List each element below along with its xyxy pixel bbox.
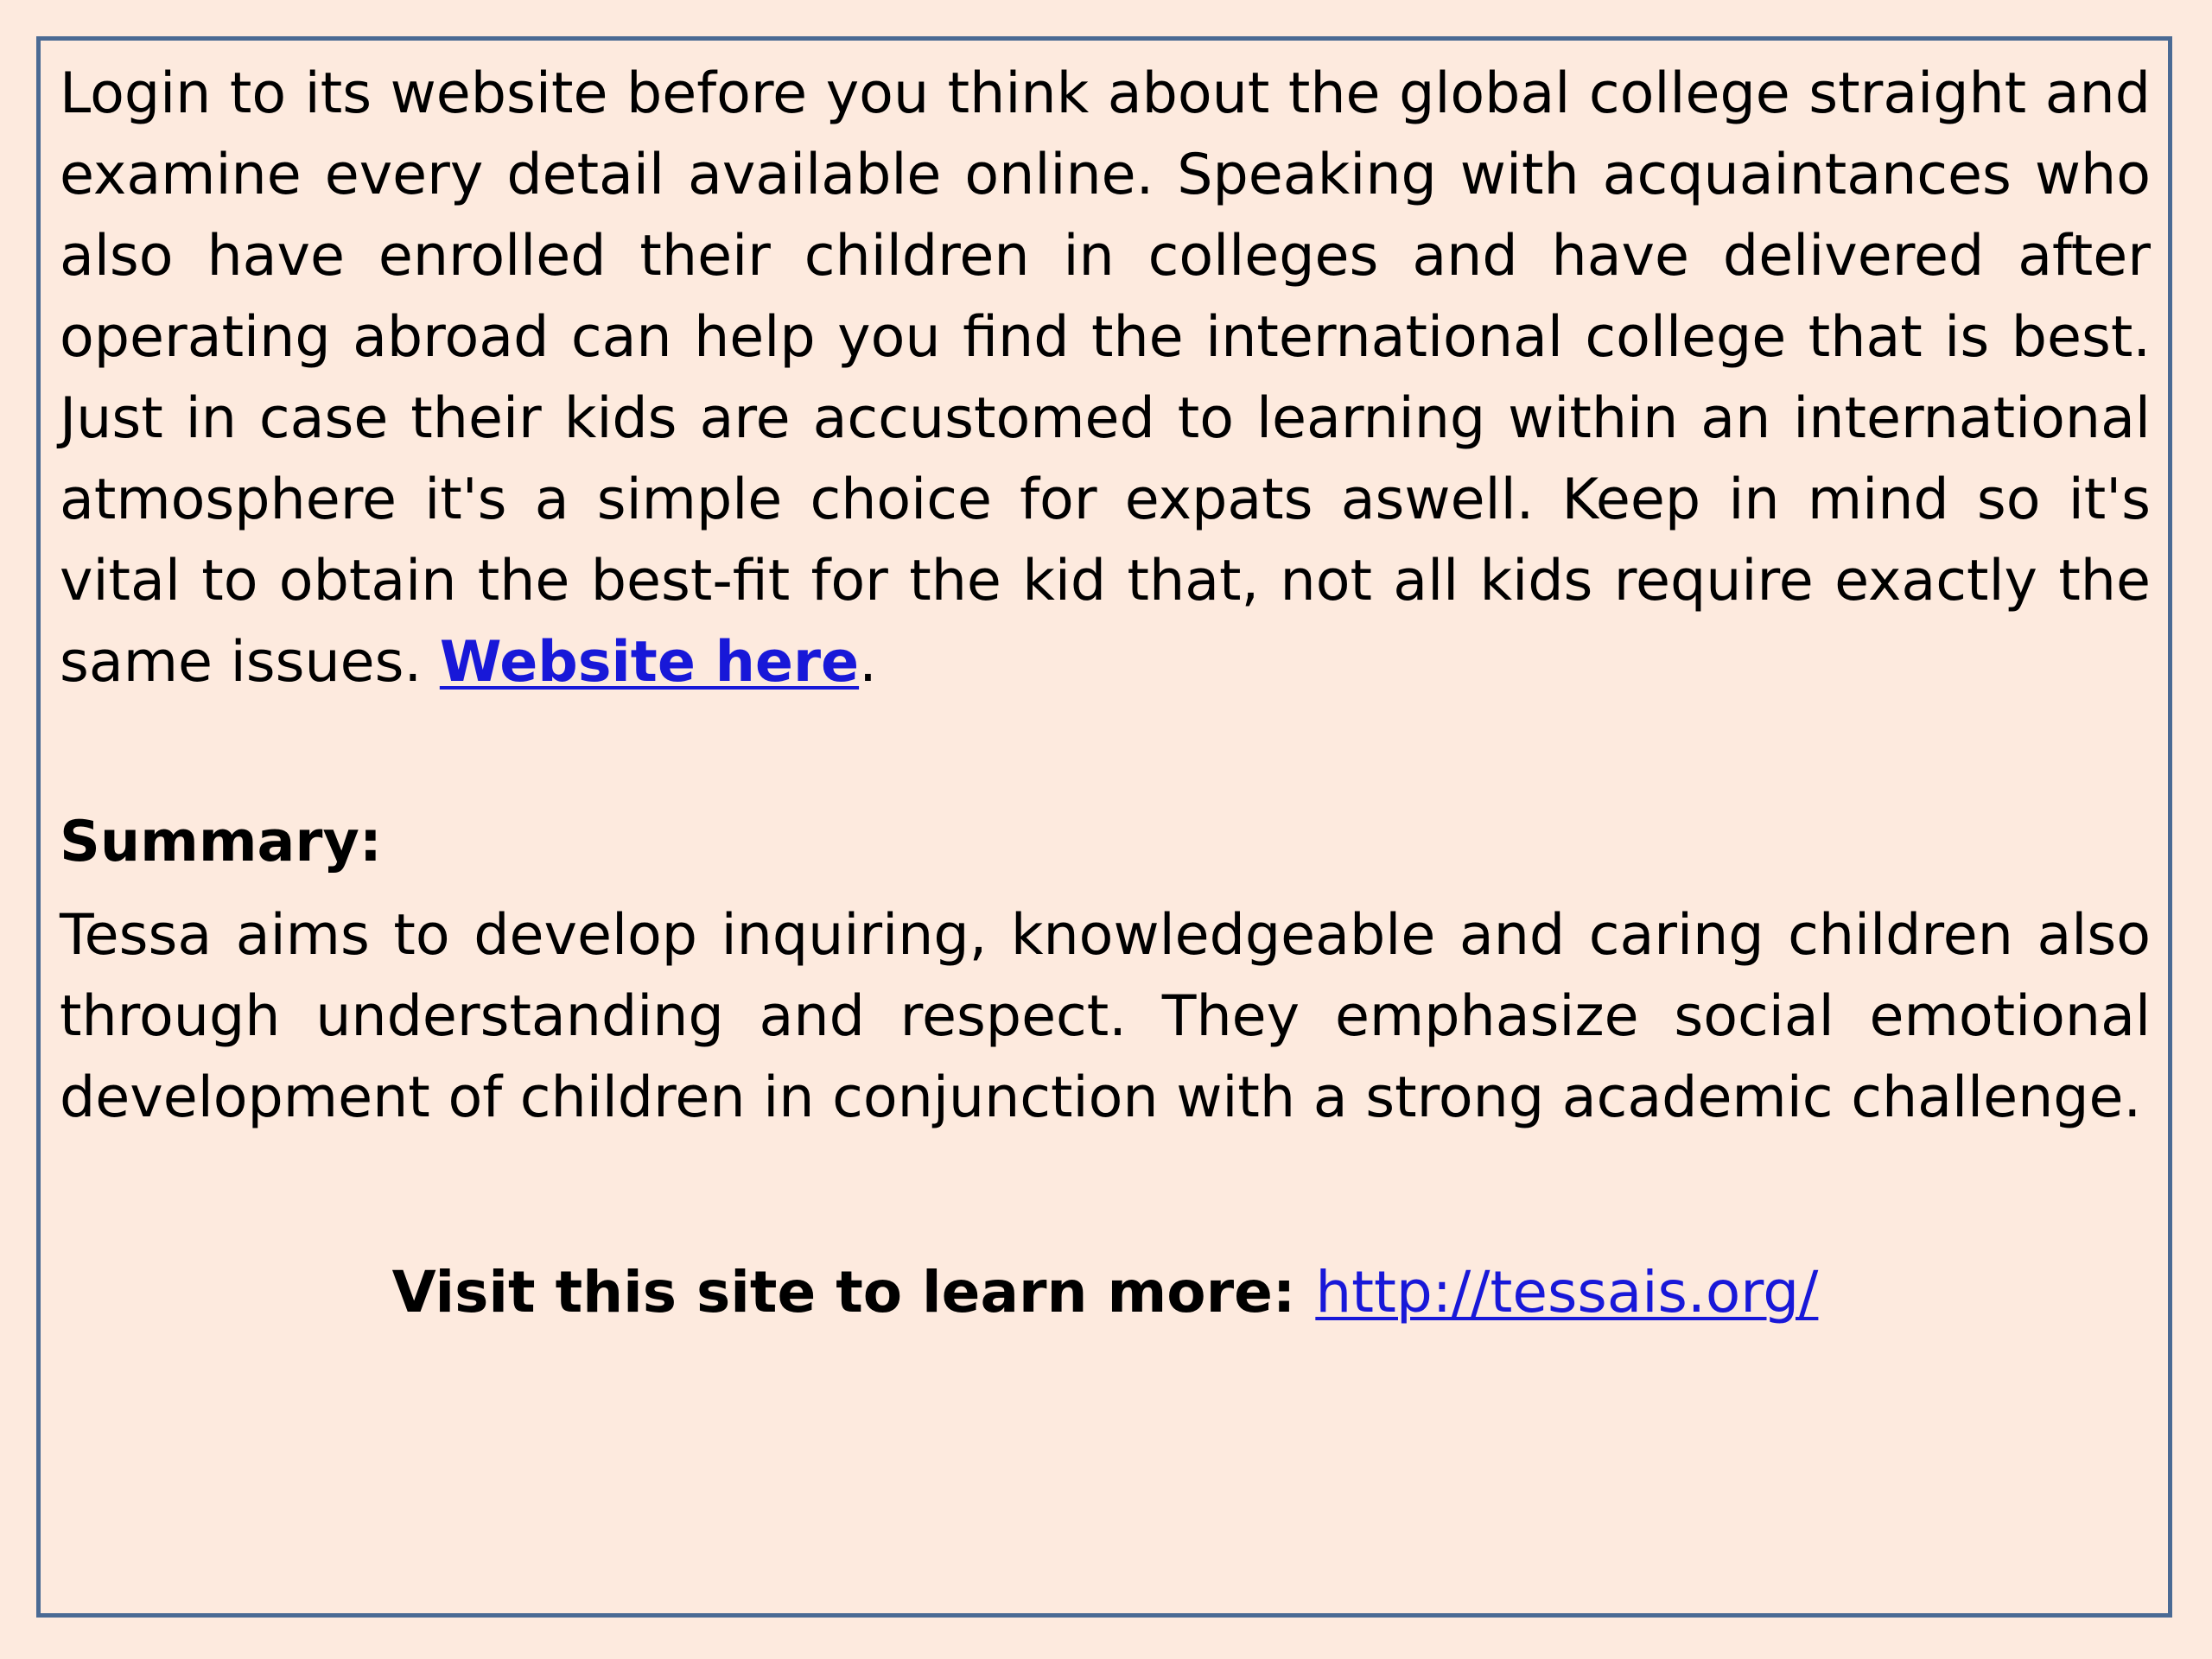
intro-paragraph xyxy=(60,54,2151,703)
intro-trailing-period: . xyxy=(859,630,877,695)
intro-text: Login to its website before you think about the global college straight and examine every detail available online. Speaking with acquaintances who also have enrolled their children in colleges and have delivered after operating abroad can help you find the international college that is best. Just in case their kids are accustomed to learning within an international atmosphere it's a simple choice for expats aswell. Keep in mind so it's vital to obtain the best-fit for the kid that, not all kids require exactly the same issues. xyxy=(60,61,2151,695)
summary-paragraph: Tessa aims to develop inquiring, knowledgeable and caring children also through understanding and respect. They emphasize social emotional development of children in conjunction with a strong academic challenge. xyxy=(60,903,2151,1130)
site-url-link[interactable]: http://tessais.org/ xyxy=(1315,1259,1819,1325)
visit-label: Visit this site to learn more: xyxy=(391,1259,1296,1325)
website-here-link[interactable]: Website here xyxy=(439,630,860,695)
document-body xyxy=(60,54,2151,1334)
summary-heading: Summary: xyxy=(60,810,382,874)
visit-line xyxy=(60,1251,2151,1334)
